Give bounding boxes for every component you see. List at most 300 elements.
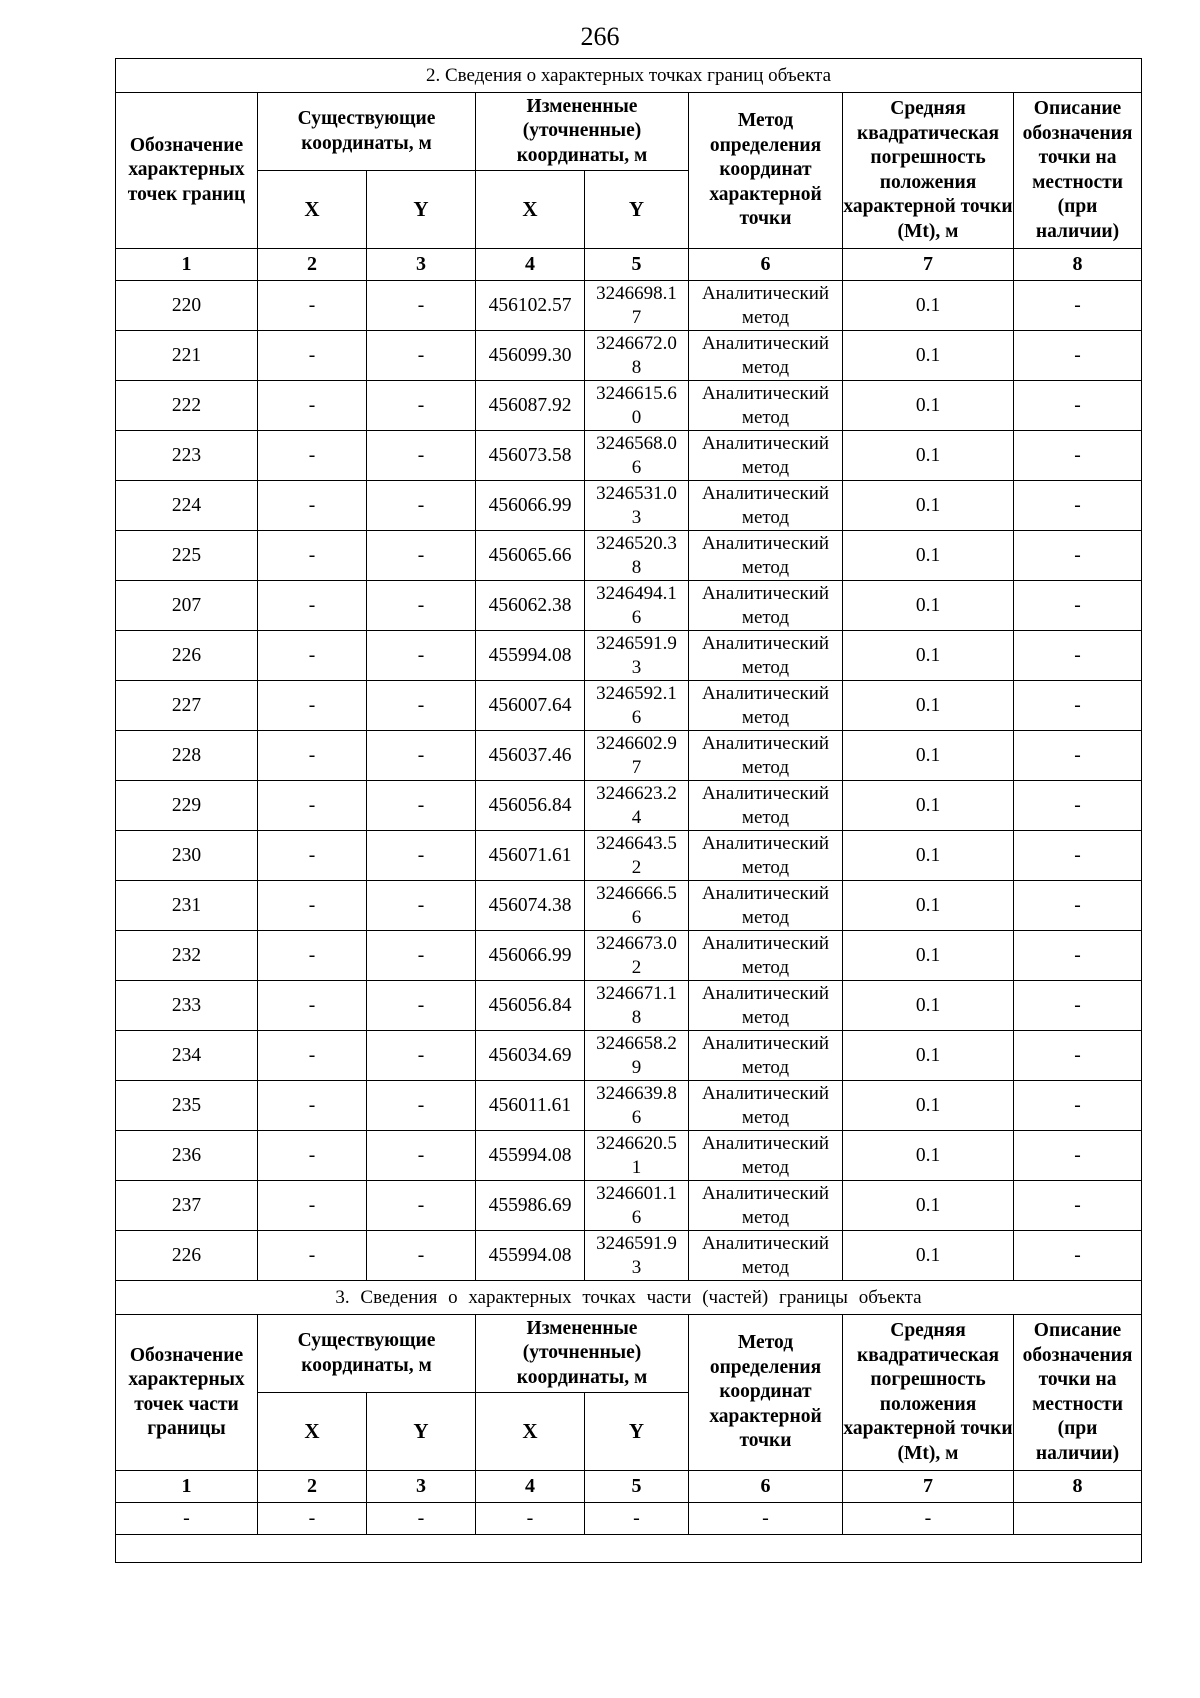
method-line2: метод xyxy=(741,606,790,628)
point-id-cell xyxy=(116,681,258,731)
description-text: - xyxy=(1074,1044,1081,1066)
existing-y-cell xyxy=(367,531,476,581)
changed-x-text: 456066.99 xyxy=(488,494,572,516)
changed-x-text: 456074.38 xyxy=(488,894,572,916)
existing-y-cell xyxy=(367,1181,476,1231)
header-part-point-designation: Обозначение характерных точек части границы xyxy=(116,1315,258,1471)
table-row xyxy=(116,481,1142,531)
changed-y-line1: 3246672.0 xyxy=(596,332,677,354)
header-existing-x: X xyxy=(258,1393,367,1471)
table-row xyxy=(116,681,1142,731)
existing-y-cell xyxy=(367,681,476,731)
cell-value: - xyxy=(258,1503,367,1535)
existing-x-cell xyxy=(258,1131,367,1181)
column-number: 4 xyxy=(476,249,585,281)
header-existing-y: Y xyxy=(367,171,476,249)
changed-y-cell xyxy=(585,581,689,631)
point-id-cell xyxy=(116,481,258,531)
description-cell xyxy=(1014,781,1142,831)
changed-y-line1: 3246643.5 xyxy=(596,832,677,854)
mean-error-cell xyxy=(843,831,1014,881)
existing-x-text: - xyxy=(308,1094,316,1116)
column-number: 7 xyxy=(843,249,1014,281)
existing-x-text: - xyxy=(308,694,316,716)
description-cell xyxy=(1014,581,1142,631)
cell-value: - xyxy=(476,1503,585,1535)
mean-error-cell xyxy=(843,381,1014,431)
existing-y-text: - xyxy=(417,344,425,366)
existing-y-text: - xyxy=(417,1244,425,1266)
existing-y-cell xyxy=(367,731,476,781)
method-line2: метод xyxy=(741,706,790,728)
point-id-text: 220 xyxy=(171,294,202,316)
existing-y-text: - xyxy=(417,694,425,716)
method-cell xyxy=(689,531,843,581)
description-text: - xyxy=(1074,344,1081,366)
existing-y-text: - xyxy=(417,744,425,766)
existing-x-text: - xyxy=(308,594,316,616)
mean-error-text: 0.1 xyxy=(915,594,941,616)
changed-x-text: 456065.66 xyxy=(488,544,572,566)
method-line1: Аналитический xyxy=(701,782,830,804)
table-row xyxy=(116,381,1142,431)
method-line2: метод xyxy=(741,1106,790,1128)
description-text: - xyxy=(1074,1094,1081,1116)
changed-x-text: 455986.69 xyxy=(488,1194,572,1216)
description-cell xyxy=(1014,431,1142,481)
method-line1: Аналитический xyxy=(701,1132,830,1154)
point-id-text: 228 xyxy=(171,744,202,766)
method-line1: Аналитический xyxy=(701,1182,830,1204)
changed-y-line1: 3246592.1 xyxy=(596,682,677,704)
mean-error-text: 0.1 xyxy=(915,344,941,366)
existing-x-text: - xyxy=(308,544,316,566)
existing-y-text: - xyxy=(417,1194,425,1216)
changed-x-cell xyxy=(476,1231,585,1281)
changed-y-line2: 1 xyxy=(631,1156,642,1178)
mean-error-cell xyxy=(843,281,1014,331)
cell-value xyxy=(1014,1503,1142,1535)
method-line2: метод xyxy=(741,656,790,678)
existing-x-text: - xyxy=(308,894,316,916)
column-number: 3 xyxy=(367,1471,476,1503)
mean-error-text: 0.1 xyxy=(915,294,941,316)
mean-error-cell xyxy=(843,1131,1014,1181)
existing-y-cell xyxy=(367,481,476,531)
mean-error-text: 0.1 xyxy=(915,794,941,816)
changed-y-line2: 3 xyxy=(631,1256,642,1278)
point-id-text: 232 xyxy=(171,944,202,966)
changed-x-cell xyxy=(476,331,585,381)
changed-y-line2: 7 xyxy=(631,756,642,778)
header-existing-coordinates: Существующие координаты, м xyxy=(258,93,476,171)
changed-y-line1: 3246623.2 xyxy=(596,782,677,804)
existing-x-text: - xyxy=(308,844,316,866)
existing-x-text: - xyxy=(308,344,316,366)
existing-x-cell xyxy=(258,531,367,581)
table-row xyxy=(116,981,1142,1031)
method-cell xyxy=(689,1231,843,1281)
existing-y-cell xyxy=(367,931,476,981)
table-row xyxy=(116,281,1142,331)
description-text: - xyxy=(1074,744,1081,766)
header-mean-error: Средняя квадратическая погрешность положения характерной точки (Mt), м xyxy=(843,93,1014,249)
table-row xyxy=(116,731,1142,781)
changed-x-cell xyxy=(476,481,585,531)
existing-x-cell xyxy=(258,281,367,331)
point-id-text: 223 xyxy=(171,444,202,466)
header-method: Метод определения координат характерной точки xyxy=(689,1315,843,1471)
point-id-cell xyxy=(116,881,258,931)
method-line2: метод xyxy=(741,856,790,878)
point-id-cell xyxy=(116,781,258,831)
changed-y-line1: 3246591.9 xyxy=(596,1232,677,1254)
existing-x-cell xyxy=(258,481,367,531)
existing-x-text: - xyxy=(308,1194,316,1216)
existing-x-text: - xyxy=(308,494,316,516)
method-cell xyxy=(689,981,843,1031)
description-cell xyxy=(1014,831,1142,881)
existing-y-text: - xyxy=(417,494,425,516)
existing-y-text: - xyxy=(417,1044,425,1066)
header-method: Метод определения координат характерной точки xyxy=(689,93,843,249)
mean-error-cell xyxy=(843,931,1014,981)
table-row xyxy=(116,531,1142,581)
existing-x-text: - xyxy=(308,294,316,316)
method-line1: Аналитический xyxy=(701,682,830,704)
mean-error-text: 0.1 xyxy=(915,994,941,1016)
description-cell xyxy=(1014,1181,1142,1231)
changed-y-line1: 3246658.2 xyxy=(596,1032,677,1054)
method-line1: Аналитический xyxy=(701,932,830,954)
column-numbers-row xyxy=(116,249,1142,281)
changed-y-cell xyxy=(585,631,689,681)
existing-y-text: - xyxy=(417,594,425,616)
point-id-text: 237 xyxy=(171,1194,202,1216)
method-line2: метод xyxy=(741,356,790,378)
changed-x-text: 456056.84 xyxy=(488,794,572,816)
changed-y-cell xyxy=(585,731,689,781)
mean-error-cell xyxy=(843,1231,1014,1281)
column-number: 5 xyxy=(585,249,689,281)
header-description: Описание обозначения точки на местности (при наличии) xyxy=(1014,1315,1142,1471)
existing-x-text: - xyxy=(308,444,316,466)
existing-x-cell xyxy=(258,681,367,731)
point-id-text: 230 xyxy=(171,844,202,866)
description-text: - xyxy=(1074,394,1081,416)
changed-y-line2: 6 xyxy=(631,906,642,928)
point-id-text: 226 xyxy=(171,1244,202,1266)
mean-error-text: 0.1 xyxy=(915,744,941,766)
existing-y-text: - xyxy=(417,794,425,816)
changed-y-cell xyxy=(585,1031,689,1081)
changed-x-cell xyxy=(476,631,585,681)
existing-x-cell xyxy=(258,631,367,681)
changed-y-cell xyxy=(585,1181,689,1231)
description-text: - xyxy=(1074,1194,1081,1216)
description-text: - xyxy=(1074,844,1081,866)
description-text: - xyxy=(1074,294,1081,316)
point-id-cell xyxy=(116,1031,258,1081)
changed-y-line1: 3246601.1 xyxy=(596,1182,677,1204)
description-text: - xyxy=(1074,794,1081,816)
existing-x-cell xyxy=(258,1031,367,1081)
existing-x-text: - xyxy=(308,944,316,966)
existing-x-cell xyxy=(258,1181,367,1231)
changed-y-line2: 0 xyxy=(631,406,642,428)
table-row xyxy=(116,1031,1142,1081)
changed-y-line2: 2 xyxy=(631,956,642,978)
changed-x-text: 456071.61 xyxy=(488,844,572,866)
existing-y-cell xyxy=(367,381,476,431)
existing-x-text: - xyxy=(308,794,316,816)
point-id-cell xyxy=(116,981,258,1031)
changed-x-text: 456102.57 xyxy=(488,294,572,316)
existing-x-cell xyxy=(258,781,367,831)
header-mean-error: Средняя квадратическая погрешность положения характерной точки (Mt), м xyxy=(843,1315,1014,1471)
method-line2: метод xyxy=(741,406,790,428)
existing-y-cell xyxy=(367,781,476,831)
changed-y-cell xyxy=(585,931,689,981)
existing-x-cell xyxy=(258,331,367,381)
changed-y-cell xyxy=(585,881,689,931)
existing-y-cell xyxy=(367,1231,476,1281)
table-row xyxy=(116,931,1142,981)
method-cell xyxy=(689,331,843,381)
changed-x-cell xyxy=(476,431,585,481)
mean-error-text: 0.1 xyxy=(915,694,941,716)
changed-x-cell xyxy=(476,881,585,931)
mean-error-cell xyxy=(843,431,1014,481)
method-line2: метод xyxy=(741,1156,790,1178)
header-changed-y: Y xyxy=(585,1393,689,1471)
changed-y-line1: 3246494.1 xyxy=(596,582,677,604)
mean-error-text: 0.1 xyxy=(915,644,941,666)
description-text: - xyxy=(1074,594,1081,616)
point-id-cell xyxy=(116,281,258,331)
existing-y-text: - xyxy=(417,894,425,916)
existing-y-text: - xyxy=(417,294,425,316)
mean-error-cell xyxy=(843,881,1014,931)
point-id-text: 221 xyxy=(171,344,202,366)
column-number: 2 xyxy=(258,249,367,281)
changed-y-cell xyxy=(585,681,689,731)
mean-error-cell xyxy=(843,1081,1014,1131)
method-line2: метод xyxy=(741,1056,790,1078)
changed-x-text: 456066.99 xyxy=(488,944,572,966)
mean-error-cell xyxy=(843,681,1014,731)
table-row xyxy=(116,1081,1142,1131)
method-line1: Аналитический xyxy=(701,382,830,404)
column-number: 8 xyxy=(1014,1471,1142,1503)
point-id-cell xyxy=(116,1231,258,1281)
changed-x-text: 456062.38 xyxy=(488,594,572,616)
table-row xyxy=(116,1231,1142,1281)
point-id-text: 222 xyxy=(171,394,202,416)
existing-x-text: - xyxy=(308,1144,316,1166)
point-id-text: 235 xyxy=(171,1094,202,1116)
existing-y-cell xyxy=(367,331,476,381)
method-cell xyxy=(689,831,843,881)
changed-y-line2: 6 xyxy=(631,1106,642,1128)
header-existing-coordinates: Существующие координаты, м xyxy=(258,1315,476,1393)
method-cell xyxy=(689,381,843,431)
method-line2: метод xyxy=(741,1206,790,1228)
changed-y-line2: 4 xyxy=(631,806,642,828)
mean-error-text: 0.1 xyxy=(915,1144,941,1166)
changed-y-line1: 3246520.3 xyxy=(596,532,677,554)
changed-y-line1: 3246531.0 xyxy=(596,482,677,504)
existing-y-text: - xyxy=(417,1144,425,1166)
method-cell xyxy=(689,1081,843,1131)
point-id-cell xyxy=(116,631,258,681)
header-changed-x: X xyxy=(476,1393,585,1471)
existing-y-text: - xyxy=(417,544,425,566)
point-id-cell xyxy=(116,931,258,981)
method-line1: Аналитический xyxy=(701,1032,830,1054)
header-point-designation: Обозначение характерных точек границ xyxy=(116,93,258,249)
changed-y-line1: 3246568.0 xyxy=(596,432,677,454)
existing-x-cell xyxy=(258,931,367,981)
description-cell xyxy=(1014,331,1142,381)
cell-value: - xyxy=(367,1503,476,1535)
point-id-text: 225 xyxy=(171,544,202,566)
header-existing-y: Y xyxy=(367,1393,476,1471)
changed-x-cell xyxy=(476,831,585,881)
mean-error-cell xyxy=(843,531,1014,581)
existing-y-cell xyxy=(367,831,476,881)
changed-y-cell xyxy=(585,281,689,331)
column-number: 6 xyxy=(689,249,843,281)
changed-x-text: 455994.08 xyxy=(488,1244,572,1266)
method-cell xyxy=(689,681,843,731)
section2-title: 2. Сведения о характерных точках границ объекта xyxy=(116,59,1142,93)
description-cell xyxy=(1014,1031,1142,1081)
changed-y-cell xyxy=(585,781,689,831)
mean-error-cell xyxy=(843,731,1014,781)
description-cell xyxy=(1014,381,1142,431)
mean-error-text: 0.1 xyxy=(915,894,941,916)
mean-error-text: 0.1 xyxy=(915,494,941,516)
method-cell xyxy=(689,931,843,981)
point-id-text: 229 xyxy=(171,794,202,816)
description-cell xyxy=(1014,931,1142,981)
part-points-row xyxy=(116,1503,1142,1535)
changed-y-line1: 3246602.9 xyxy=(596,732,677,754)
method-line2: метод xyxy=(741,1006,790,1028)
description-cell xyxy=(1014,1131,1142,1181)
cell-value: - xyxy=(689,1503,843,1535)
table-row xyxy=(116,881,1142,931)
existing-x-text: - xyxy=(308,644,316,666)
changed-y-line2: 3 xyxy=(631,506,642,528)
changed-x-cell xyxy=(476,581,585,631)
method-line1: Аналитический xyxy=(701,632,830,654)
method-line1: Аналитический xyxy=(701,282,830,304)
changed-y-cell xyxy=(585,431,689,481)
changed-y-line2: 3 xyxy=(631,656,642,678)
method-line1: Аналитический xyxy=(701,732,830,754)
table-row xyxy=(116,1181,1142,1231)
method-line2: метод xyxy=(741,906,790,928)
description-text: - xyxy=(1074,1244,1081,1266)
method-line1: Аналитический xyxy=(701,1082,830,1104)
changed-y-line1: 3246591.9 xyxy=(596,632,677,654)
changed-x-cell xyxy=(476,1031,585,1081)
existing-y-text: - xyxy=(417,444,425,466)
changed-x-text: 456056.84 xyxy=(488,994,572,1016)
existing-y-cell xyxy=(367,631,476,681)
method-cell xyxy=(689,781,843,831)
empty-cell xyxy=(116,1535,1142,1563)
description-cell xyxy=(1014,281,1142,331)
mean-error-cell xyxy=(843,1181,1014,1231)
method-line2: метод xyxy=(741,756,790,778)
column-number: 1 xyxy=(116,249,258,281)
existing-x-cell xyxy=(258,381,367,431)
existing-y-cell xyxy=(367,881,476,931)
point-id-text: 231 xyxy=(171,894,202,916)
method-cell xyxy=(689,731,843,781)
description-cell xyxy=(1014,881,1142,931)
changed-x-cell xyxy=(476,381,585,431)
point-id-text: 233 xyxy=(171,994,202,1016)
description-text: - xyxy=(1074,444,1081,466)
column-number: 4 xyxy=(476,1471,585,1503)
table-row xyxy=(116,581,1142,631)
existing-y-cell xyxy=(367,1031,476,1081)
point-id-cell xyxy=(116,731,258,781)
existing-y-text: - xyxy=(417,1094,425,1116)
changed-x-text: 456011.61 xyxy=(488,1094,572,1116)
existing-x-cell xyxy=(258,981,367,1031)
mean-error-cell xyxy=(843,781,1014,831)
changed-x-text: 455994.08 xyxy=(488,1144,572,1166)
existing-y-text: - xyxy=(417,644,425,666)
mean-error-text: 0.1 xyxy=(915,544,941,566)
method-cell xyxy=(689,1181,843,1231)
boundary-points-table xyxy=(115,58,1142,1563)
header-existing-x: X xyxy=(258,171,367,249)
mean-error-cell xyxy=(843,581,1014,631)
mean-error-text: 0.1 xyxy=(915,944,941,966)
point-id-cell xyxy=(116,381,258,431)
mean-error-text: 0.1 xyxy=(915,1194,941,1216)
mean-error-cell xyxy=(843,1031,1014,1081)
method-line1: Аналитический xyxy=(701,832,830,854)
table-row xyxy=(116,1131,1142,1181)
method-cell xyxy=(689,1031,843,1081)
method-line2: метод xyxy=(741,456,790,478)
mean-error-text: 0.1 xyxy=(915,1094,941,1116)
point-id-cell xyxy=(116,531,258,581)
description-cell xyxy=(1014,1081,1142,1131)
method-cell xyxy=(689,581,843,631)
changed-y-line1: 3246698.1 xyxy=(596,282,677,304)
table-row xyxy=(116,831,1142,881)
changed-y-line1: 3246620.5 xyxy=(596,1132,677,1154)
point-id-cell xyxy=(116,1081,258,1131)
changed-x-cell xyxy=(476,681,585,731)
column-number: 7 xyxy=(843,1471,1014,1503)
existing-x-cell xyxy=(258,731,367,781)
description-cell xyxy=(1014,631,1142,681)
changed-x-cell xyxy=(476,531,585,581)
point-id-cell xyxy=(116,581,258,631)
changed-y-line1: 3246671.1 xyxy=(596,982,677,1004)
method-cell xyxy=(689,481,843,531)
column-number: 3 xyxy=(367,249,476,281)
